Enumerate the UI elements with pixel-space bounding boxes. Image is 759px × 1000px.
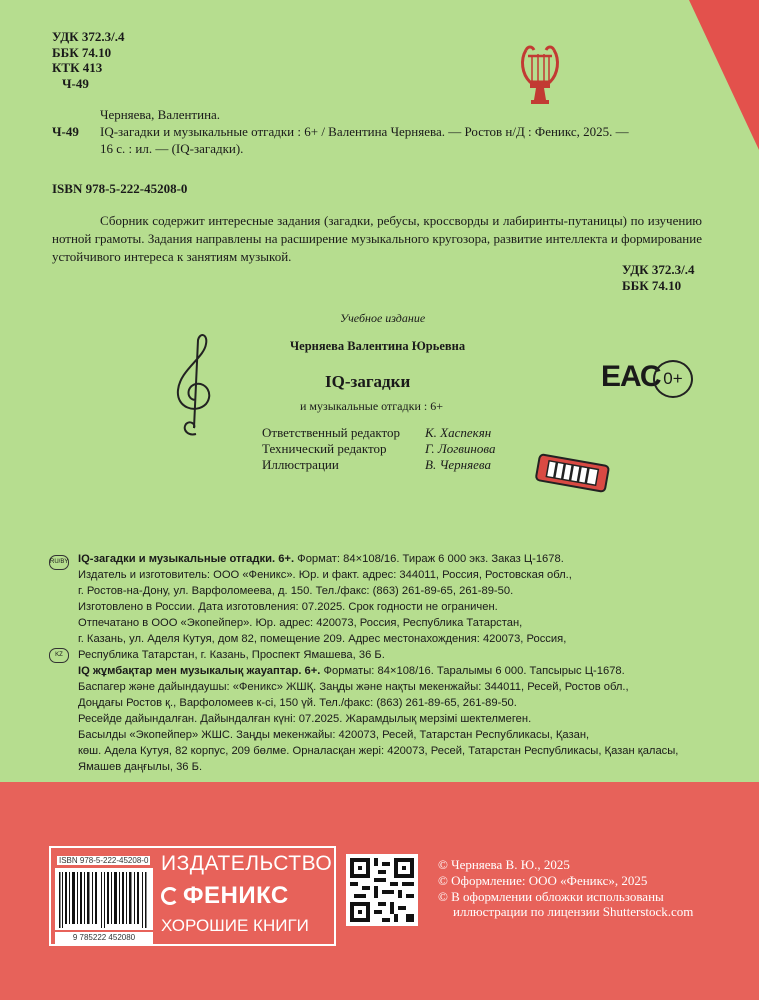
imprint-ru-line: Изготовлено в России. Дата изготовления: 07.2025. Срок годности не ограничен. bbox=[78, 601, 498, 613]
publisher-name-text: ФЕНИКС bbox=[183, 882, 289, 909]
lang-badge-ru: RU/BY bbox=[49, 555, 69, 570]
annotation-bbk: ББК 74.10 bbox=[622, 278, 682, 293]
udk-code: УДК 372.3/.4 bbox=[52, 29, 125, 44]
ktk-code: КТК 413 bbox=[52, 60, 103, 75]
imprint-kz-title: IQ жұмбақтар мен музыкалық жауаптар. 6+. bbox=[78, 665, 321, 677]
eac-mark: ЕАС bbox=[601, 360, 661, 393]
credit-name-3: В. Черняева bbox=[425, 457, 491, 472]
barcode-number: 9 785222 452080 bbox=[55, 932, 153, 944]
publisher-slogan: ХОРОШИЕ КНИГИ bbox=[161, 916, 309, 935]
bib-author: Черняева, Валентина. bbox=[100, 107, 221, 122]
imprint-kz-line1 bbox=[78, 664, 625, 680]
annotation-text: Сборник содержит интересные задания (загадки, ребусы, кроссворды и лабиринты-путаницы) по изучению нотной грамоты. Задания направлены на расширение музыкального кругозора, развитие интеллекта и формирование устойчивого интереса к занятиям музыкой. bbox=[52, 213, 702, 264]
copyright-line-1: © Черняева В. Ю., 2025 bbox=[438, 857, 570, 872]
phoenix-logo-icon bbox=[161, 887, 179, 905]
credit-name-2: Г. Логвинова bbox=[425, 441, 496, 456]
copyright-line-2: © Оформление: ООО «Феникс», 2025 bbox=[438, 873, 648, 888]
imprint-ru-line: Республика Татарстан, г. Казань, Проспект Ямашева, 36 Б. bbox=[78, 649, 385, 661]
barcode bbox=[55, 868, 153, 930]
lang-badge-kz: KZ bbox=[49, 648, 69, 663]
barcode-isbn: ISBN 978-5-222-45208-0 bbox=[59, 856, 149, 865]
edition-type: Учебное издание bbox=[340, 311, 426, 325]
qr-code bbox=[346, 854, 418, 926]
publisher-label: ИЗДАТЕЛЬСТВО bbox=[161, 852, 333, 875]
bbk-code: ББК 74.10 bbox=[52, 45, 112, 60]
imprint-kz-line: Доңдағы Ростов қ., Варфоломеев к-сі, 150 үй. Тел./факс: (863) 261-89-65, 261-89-50. bbox=[78, 697, 517, 709]
imprint-ru-line: Издатель и изготовитель: ООО «Феникс». Юр. и факт. адрес: 344011, Россия, Ростовская обл., bbox=[78, 569, 572, 581]
full-author: Черняева Валентина Юрьевна bbox=[290, 339, 466, 353]
author-mark: Ч-49 bbox=[62, 76, 89, 91]
imprint-kz-line: көш. Адела Кутуя, 82 корпус, 209 бөлме. Орналасқан жері: 420073, Ресей, Татарстан Республикасы, Қазан қаласы, bbox=[78, 745, 679, 757]
imprint-ru-line: г. Ростов-на-Дону, ул. Варфоломеева, д. 150. Тел./факс: (863) 261-89-65, 261-89-50. bbox=[78, 585, 514, 597]
red-corner bbox=[689, 0, 759, 150]
imprint-ru-line: г. Казань, ул. Аделя Кутуя, дом 82, помещение 209. Адрес местонахождения: 420073, Россия, bbox=[78, 633, 567, 645]
imprint-kz-format: Форматы: 84×108/16. Таралымы 6 000. Тапсырыс Ц-1678. bbox=[320, 665, 625, 677]
publisher-name bbox=[161, 882, 289, 910]
credit-role-3: Иллюстрации bbox=[262, 457, 339, 472]
isbn-line: ISBN 978-5-222-45208-0 bbox=[52, 181, 188, 196]
imprint-ru-line1 bbox=[78, 552, 564, 568]
publisher-block bbox=[49, 846, 336, 946]
melodica-icon bbox=[533, 450, 611, 500]
lyre-icon bbox=[518, 44, 562, 106]
book-subtitle: и музыкальные отгадки : 6+ bbox=[300, 399, 443, 413]
bib-line1: IQ-загадки и музыкальные отгадки : 6+ / Валентина Черняева. — Ростов н/Д : Феникс, 2025. — bbox=[100, 124, 629, 139]
bib-line2: 16 с. : ил. — (IQ-загадки). bbox=[100, 141, 244, 156]
credit-name-1: К. Хаспекян bbox=[425, 425, 492, 440]
imprint-ru-line: Отпечатано в ООО «Экопейпер». Юр. адрес: 420073, Россия, Республика Татарстан, bbox=[78, 617, 523, 629]
copyright-line-3: © В оформлении обложки использованы bbox=[438, 889, 664, 904]
qr-code-icon bbox=[350, 858, 414, 922]
annotation bbox=[52, 212, 702, 266]
treble-clef-icon bbox=[170, 330, 220, 442]
imprint-ru-format: Формат: 84×108/16. Тираж 6 000 экз. Заказ Ц-1678. bbox=[294, 553, 564, 565]
side-mark: Ч-49 bbox=[52, 124, 79, 139]
copyright-line-4: иллюстрации по лицензии Shutterstock.com bbox=[453, 904, 694, 919]
annotation-udk: УДК 372.3/.4 bbox=[622, 262, 695, 277]
book-title: IQ-загадки bbox=[325, 372, 411, 391]
imprint-kz-line: Баспагер және дайындаушы: «Феникс» ЖШҚ. Заңды және нақты мекенжайы: 344011, Ресей, Ростов обл., bbox=[78, 681, 629, 693]
credit-role-1: Ответственный редактор bbox=[262, 425, 401, 440]
imprint-ru-title: IQ-загадки и музыкальные отгадки. 6+. bbox=[78, 553, 295, 565]
credit-role-2: Технический редактор bbox=[262, 441, 387, 456]
imprint-kz-line: Ямашев даңғылы, 36 Б. bbox=[78, 761, 203, 773]
imprint-kz-line: Басылды «Экопейпер» ЖШС. Заңды мекенжайы: 420073, Ресей, Татарстан Республикасы, Қазан, bbox=[78, 729, 590, 741]
age-rating: 0+ bbox=[653, 360, 693, 398]
imprint-kz-line: Ресейде дайындалған. Дайындалған күні: 07.2025. Жарамдылық мерзімі шектелмеген. bbox=[78, 713, 532, 725]
